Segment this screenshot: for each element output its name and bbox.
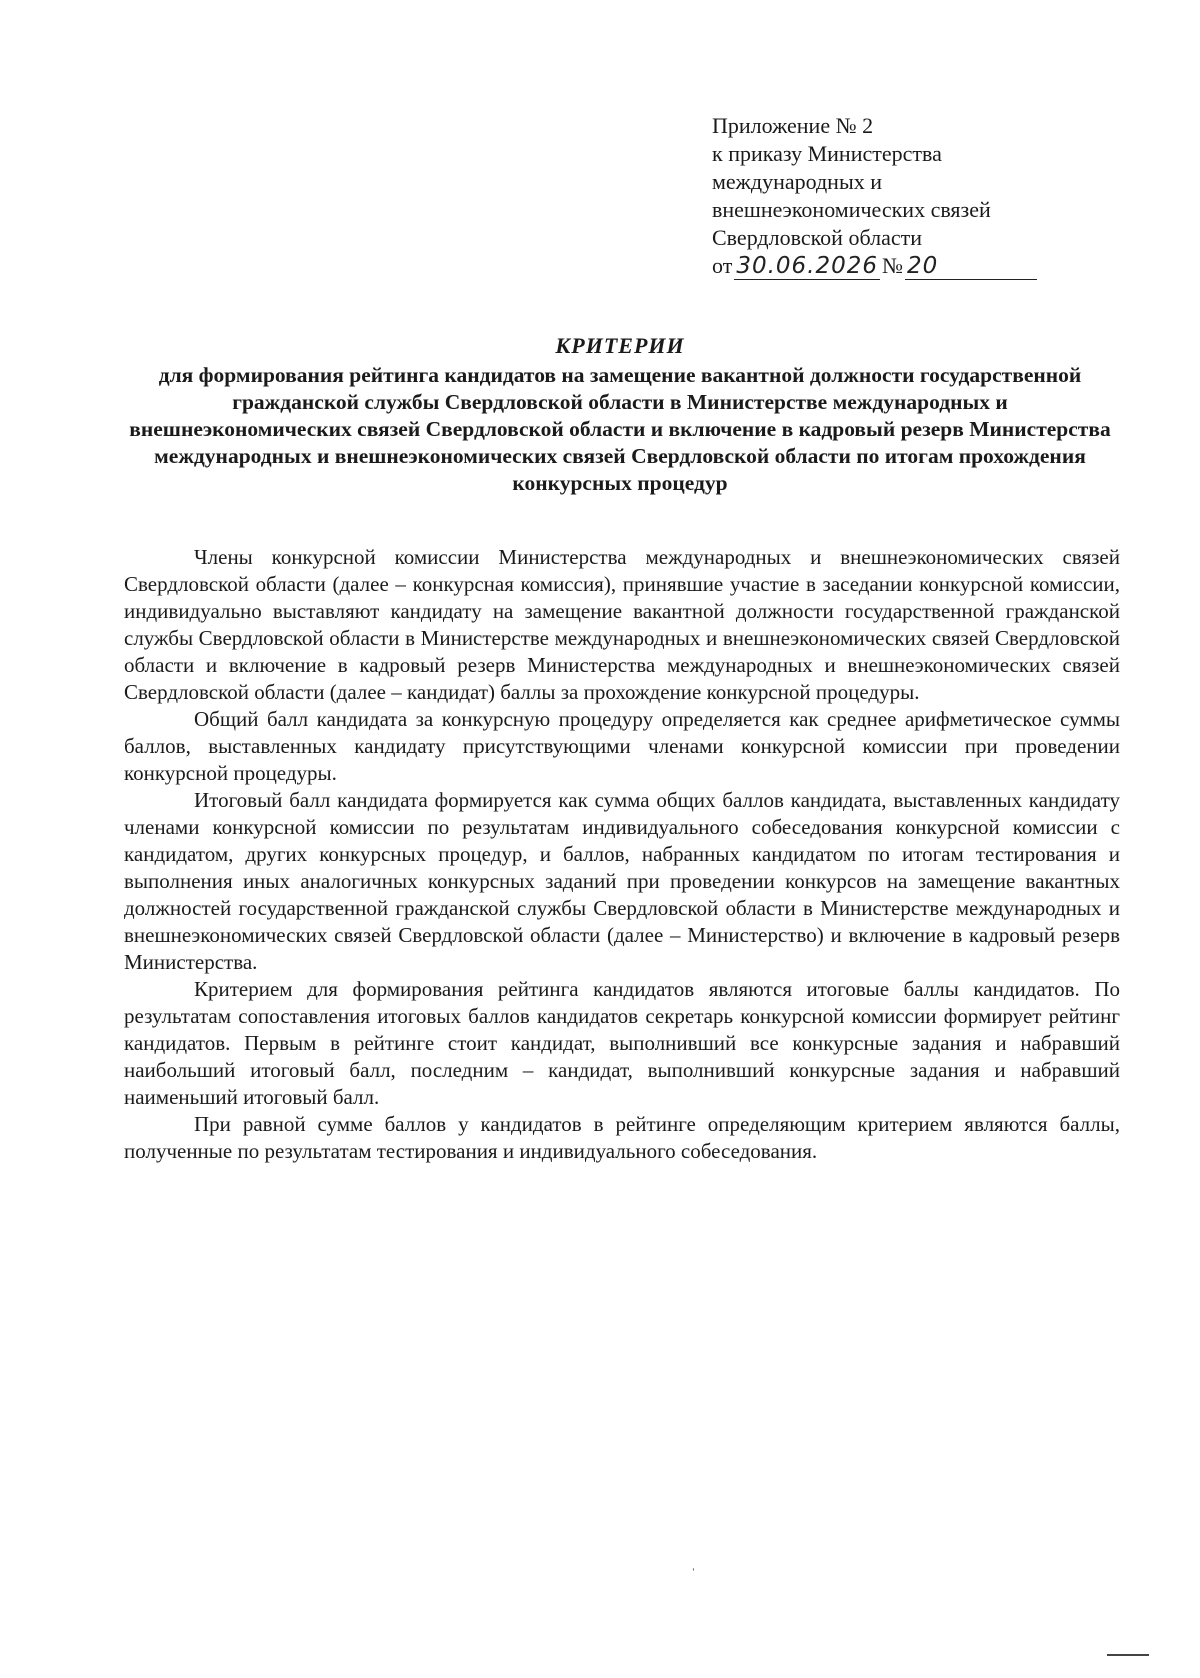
title-subtitle: для формирования рейтинга кандидатов на замещение вакантной должности государственной гражданской службы Свердловской области в Министерстве международных и внешнеэкономических связей Свердловской области и включение в кадровый резерв Министерства международных и внешнеэкономических связей Свердловской области по итогам прохождения конкурсных процедур xyxy=(129,363,1111,495)
body-paragraph: Члены конкурсной комиссии Министерства международных и внешнеэкономических связей Свердловской области (далее – конкурсная комиссия), принявшие участие в заседании конкурсной комиссии, индивидуально выставляют кандидату на замещение вакантной должности государственной гражданской службы Свердловской области в Министерстве международных и внешнеэкономических связей Свердловской области и включение в кадровый резерв Министерства международных и внешнеэкономических связей Свердловской области (далее – кандидат) баллы за прохождение конкурсной процедуры. xyxy=(124,545,1120,704)
document-body xyxy=(124,544,1120,1165)
body-paragraph: Общий балл кандидата за конкурсную процедуру определяется как среднее арифметическое суммы баллов, выставленных кандидату присутствующими членами конкурсной комиссии при проведении конкурсной процедуры. xyxy=(124,707,1120,785)
approval-line: международных и xyxy=(712,169,883,194)
approval-line: внешнеэкономических связей xyxy=(712,197,991,222)
date-prefix: от xyxy=(712,253,733,278)
body-paragraph: Критерием для формирования рейтинга кандидатов являются итоговые баллы кандидатов. По результатам сопоставления итоговых баллов кандидатов секретарь конкурсной комиссии формирует рейтинг кандидатов. Первым в рейтинге стоит кандидат, выполнивший все конкурсные задания и набравший наибольший итоговый балл, последним – кандидат, выполнивший конкурсные задания и набравший наименьший итоговый балл. xyxy=(124,977,1120,1109)
body-paragraph: При равной сумме баллов у кандидатов в рейтинге определяющим критерием являются баллы, полученные по результатам тестирования и индивидуального собеседования. xyxy=(124,1112,1120,1163)
handwritten-date: 30.06.2026 xyxy=(736,253,879,279)
number-sign: № xyxy=(882,253,904,278)
title-main: КРИТЕРИИ xyxy=(555,333,685,358)
approval-block xyxy=(712,112,1042,280)
approval-date-line xyxy=(712,252,1042,280)
handwritten-number: 20 xyxy=(905,253,1037,280)
body-paragraph: Итоговый балл кандидата формируется как сумма общих баллов кандидата, выставленных кандидату членами конкурсной комиссии по результатам индивидуального собеседования конкурсной комиссии с кандидатом, других конкурсных процедур, и баллов, набранных кандидатом по итогам тестирования и выполнения иных аналогичных конкурсных заданий при проведении конкурсов на замещение вакантных должностей государственной гражданской службы Свердловской области в Министерстве международных и внешнеэкономических связей Свердловской области (далее – Министерство) и включение в кадровый резерв Министерства. xyxy=(124,788,1120,974)
scan-dot-mark: ˈ xyxy=(691,1567,696,1582)
approval-line: Приложение № 2 xyxy=(712,113,874,138)
document-title xyxy=(120,332,1120,497)
scan-corner-mark xyxy=(1107,1654,1149,1656)
approval-line: Свердловской области xyxy=(712,225,922,250)
approval-line: к приказу Министерства xyxy=(712,141,942,166)
